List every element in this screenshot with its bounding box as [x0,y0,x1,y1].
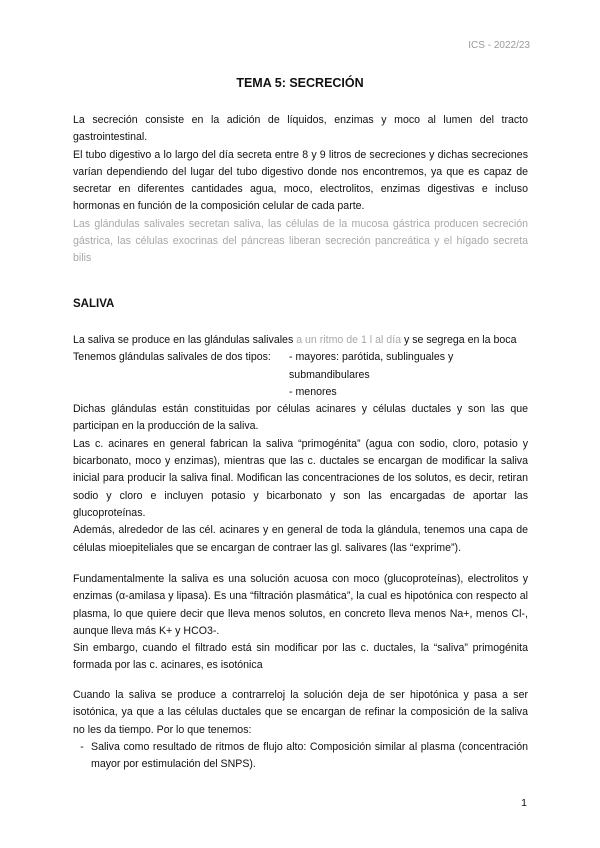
saliva-isotonic-paragraph: Sin embargo, cuando el filtrado está sin modificar por las c. ductales, la “saliva” primogénita formada por las c. acinares, es isotónica [73,642,528,672]
flow-bullet-text: Saliva como resultado de ritmos de flujo alto: Composición similar al plasma (concentración mayor por estimulación del SNPS). [91,740,528,771]
gland-types-label: Tenemos glándulas salivales de dos tipos: [73,351,271,364]
saliva-production-line [73,332,528,349]
gland-type-item: - menores [289,385,337,398]
page-number: 1 [521,797,527,809]
section-heading-saliva: SALIVA [73,298,115,310]
saliva-composition-block [73,571,528,675]
flow-bullet-item [73,739,528,774]
gland-types-row [73,349,528,401]
intro-paragraph-2: El tubo digestivo a lo largo del día secreta entre 8 y 9 litros de secreciones y dichas secreciones varían dependiendo del lugar del tubo digestivo donde nos encontremos, ya que es capaz de secretar en diferentes cantidades agua, moco, electrolitos, enzimas digestivas e incluso hormonas en función de la composición celular de cada parte. [73,148,528,213]
page-title: TEMA 5: SECRECIÓN [236,76,364,90]
saliva-heading-block [73,296,528,313]
intro-block [73,112,528,268]
bullet-marker: - [80,740,84,753]
saliva-block [73,332,528,557]
saliva-cells-paragraph: Dichas glándulas están constituidas por células acinares y células ductales y son las que participan en la producción de la saliva. [73,403,528,433]
saliva-flow-paragraph: Cuando la saliva se produce a contrarreloj la solución deja de ser hipotónica y pasa a ser isotónica, ya que a las células ductales que se encargan de refinar la composición de la saliva no les da tiempo. Por lo que tenemos: [73,689,528,736]
course-header: ICS - 2022/23 [468,40,530,51]
intro-paragraph-3: Las glándulas salivales secretan saliva, las células de la mucosa gástrica producen secreción gástrica, las células exocrinas del páncreas liberan secreción pancreática y el hígado secreta bilis [73,217,528,265]
flow-bullet-list [73,739,528,774]
saliva-myoepithelial-paragraph: Además, alrededor de las cél. acinares y en general de toda la glándula, tenemos una capa de células mioepiteliales que se encargan de contraer las gl. salivares (las “exprime”). [73,524,528,554]
saliva-flow-block [73,687,528,773]
saliva-line-part-2: y se segrega en la boca [403,334,517,346]
saliva-composition-paragraph: Fundamentalmente la saliva es una solución acuosa con moco (glucoproteínas), electrolitos y enzimas (α-amilasa y lipasa). Es una “filtración plasmática”, la cual es hipotónica con respecto al plasma, lo que quiere decir que lleva menos solutos, en concreto lleva menos Na+, menos Cl-, aunque lleva más K+ y HCO3-. [73,573,528,637]
intro-paragraph-1: La secreción consiste en la adición de líquidos, enzimas y moco al lumen del tracto gastrointestinal. [73,114,528,144]
gland-type-item: - mayores: parótida, sublinguales y submandibulares [289,351,454,381]
saliva-line-gray: a un ritmo de 1 l al día [296,334,404,346]
gland-types-list [289,349,528,401]
saliva-line-part-1: La saliva se produce en las glándulas salivales [73,334,297,346]
saliva-acinar-paragraph: Las c. acinares en general fabrican la saliva “primogénita” (agua con sodio, cloro, potasio y bicarbonato, moco y enzimas), mientras que las c. ductales se encargan de modificar la saliva inicial para producir la saliva final. Modifican las concentraciones de los solutos, es decir, retiran sodio y cloro e incluyen potasio y bicarbonato y son las encargadas de aportar las glucoproteínas. [73,437,528,519]
